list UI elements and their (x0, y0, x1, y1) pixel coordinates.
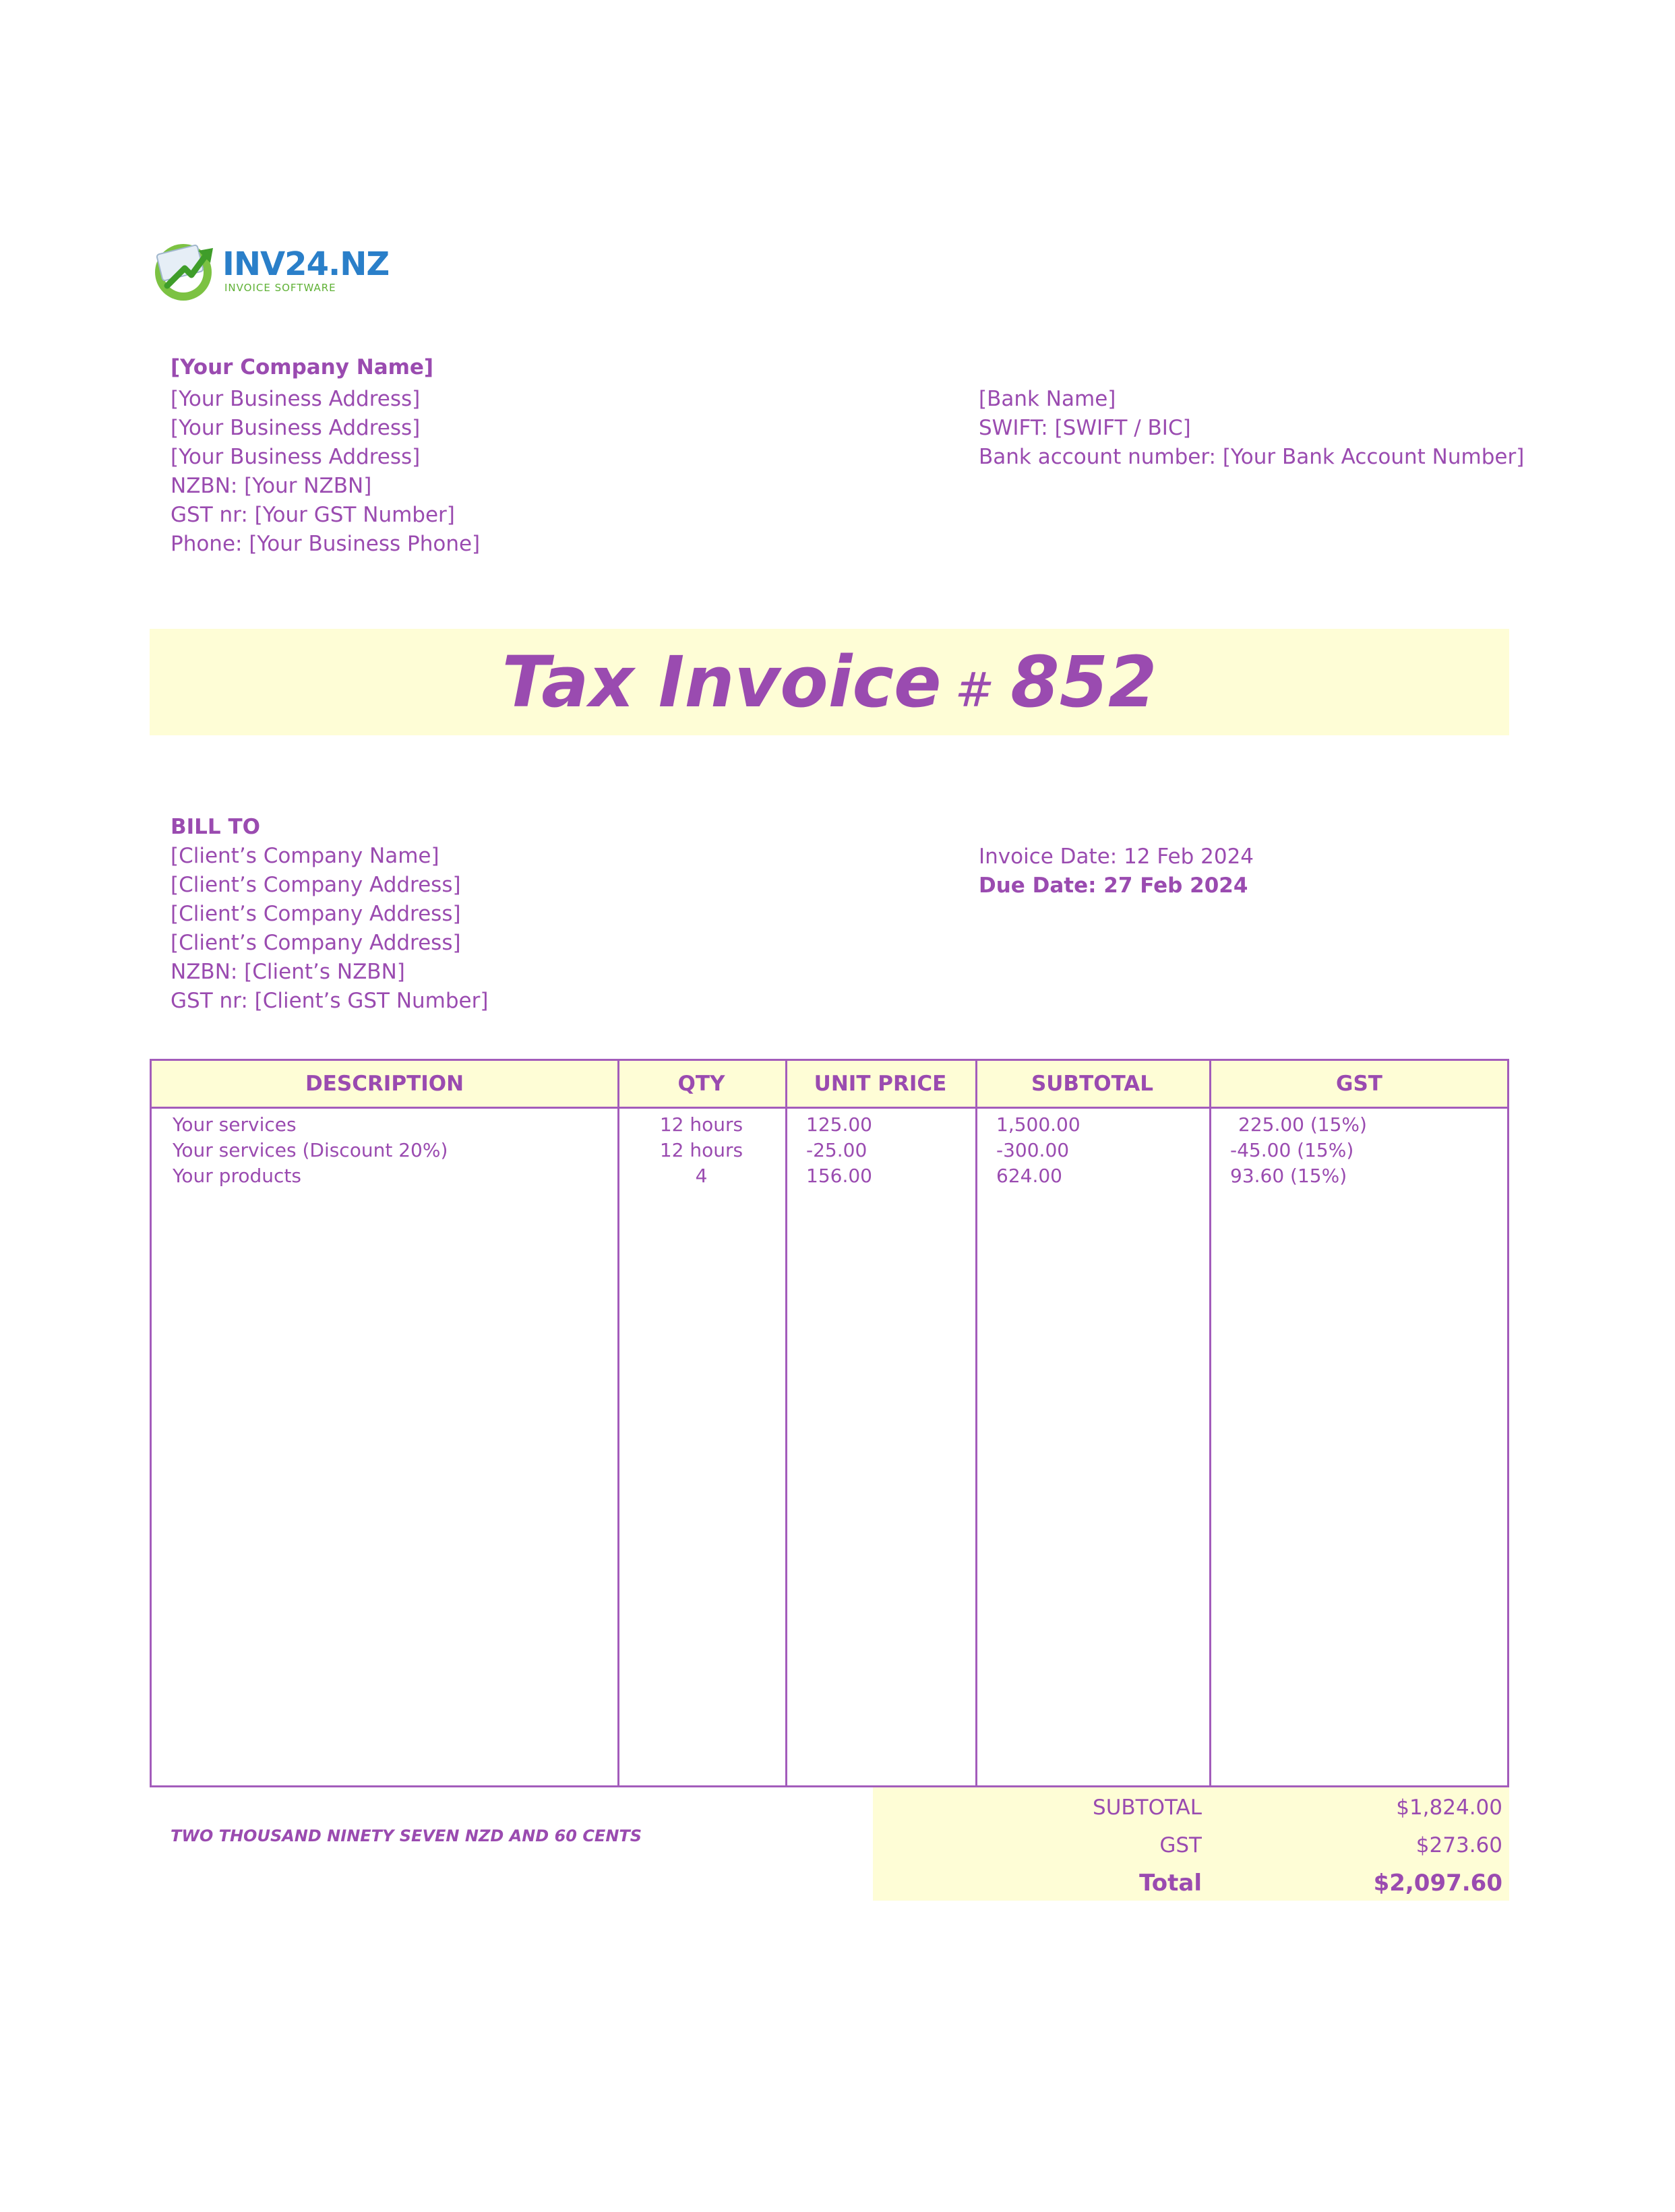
company-logo (150, 236, 390, 303)
line-items-table (150, 1059, 1509, 1787)
total-label: Total (1139, 1870, 1202, 1897)
row-qty: 12 hours (659, 1113, 743, 1136)
invoice-dates (979, 842, 1254, 900)
sender-address-line: [Your Business Address] (171, 387, 421, 411)
bank-name: [Bank Name] (979, 387, 1116, 411)
sender-phone: Phone: [Your Business Phone] (171, 532, 481, 556)
bank-swift: SWIFT: [SWIFT / BIC] (979, 416, 1191, 440)
sender-company-name: [Your Company Name] (171, 355, 434, 379)
row-subtotal: -300.00 (996, 1139, 1070, 1161)
bank-account-number: Bank account number: [Your Bank Account Number] (979, 445, 1525, 469)
row-subtotal: 1,500.00 (996, 1113, 1080, 1136)
gst-value: $273.60 (1415, 1833, 1502, 1857)
totals-box (873, 1787, 1509, 1901)
sender-details (171, 353, 480, 559)
header-subtotal: SUBTOTAL (1031, 1072, 1154, 1096)
client-nzbn: NZBN: [Client’s NZBN] (171, 960, 405, 984)
due-date: Due Date: 27 Feb 2024 (979, 873, 1248, 898)
total-value: $2,097.60 (1373, 1870, 1502, 1897)
row-description: Your services (Discount 20%) (173, 1139, 448, 1161)
bill-to-heading: BILL TO (171, 815, 260, 839)
header-gst: GST (1336, 1072, 1382, 1096)
invoice-date: Invoice Date: 12 Feb 2024 (979, 844, 1254, 869)
client-address-line: [Client’s Company Address] (171, 902, 461, 926)
row-unit-price: -25.00 (806, 1139, 867, 1161)
row-qty: 4 (695, 1165, 708, 1187)
row-unit-price: 125.00 (806, 1113, 872, 1136)
bank-details (979, 385, 1524, 472)
sender-nzbn: NZBN: [Your NZBN] (171, 474, 372, 498)
column-divider (1209, 1061, 1211, 1785)
header-qty: QTY (677, 1072, 725, 1096)
header-description: DESCRIPTION (305, 1072, 464, 1096)
bill-to (171, 813, 488, 1016)
header-unit-price: UNIT PRICE (814, 1072, 947, 1096)
row-description: Your products (173, 1165, 301, 1187)
row-subtotal: 624.00 (996, 1165, 1062, 1187)
row-qty: 12 hours (659, 1139, 743, 1161)
sender-address-line: [Your Business Address] (171, 445, 421, 469)
column-divider (975, 1061, 977, 1785)
client-address-line: [Client’s Company Address] (171, 931, 461, 955)
invoice-hash: # (954, 663, 995, 718)
sender-address-line: [Your Business Address] (171, 416, 421, 440)
logo-emblem-icon (150, 236, 220, 303)
amount-in-words: TWO THOUSAND NINETY SEVEN NZD AND 60 CENTS (171, 1826, 642, 1845)
row-gst: -45.00 (15%) (1230, 1139, 1354, 1161)
column-divider (785, 1061, 787, 1785)
client-address-line: [Client’s Company Address] (171, 873, 461, 897)
subtotal-value: $1,824.00 (1396, 1795, 1502, 1820)
invoice-number: 852 (1010, 641, 1157, 723)
logo-tagline: INVOICE SOFTWARE (224, 282, 336, 294)
client-gst-number: GST nr: [Client’s GST Number] (171, 989, 489, 1013)
row-description: Your services (173, 1113, 297, 1136)
subtotal-label: SUBTOTAL (1093, 1795, 1202, 1820)
logo-wordmark: INV24.NZ (222, 245, 390, 283)
invoice-title-label: Tax Invoice (501, 641, 942, 723)
invoice-title (150, 641, 1509, 723)
gst-label: GST (1159, 1833, 1202, 1857)
sender-gst-number: GST nr: [Your GST Number] (171, 503, 455, 527)
row-unit-price: 156.00 (806, 1165, 872, 1187)
invoice-title-band (150, 629, 1509, 735)
row-gst: 225.00 (15%) (1238, 1113, 1367, 1136)
row-gst: 93.60 (15%) (1230, 1165, 1347, 1187)
client-company-name: [Client’s Company Name] (171, 844, 439, 868)
